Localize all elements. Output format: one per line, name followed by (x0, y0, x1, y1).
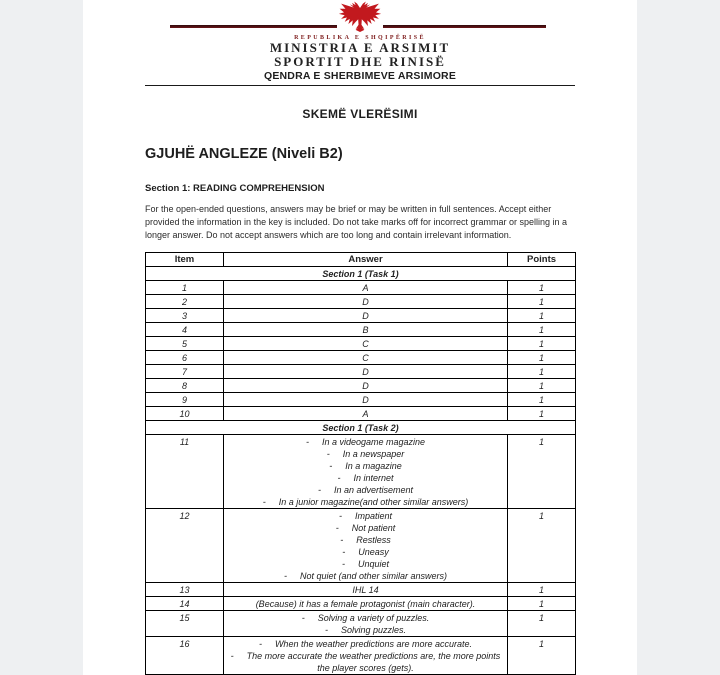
answer-line (226, 324, 505, 336)
points-value: 1 (508, 393, 576, 407)
answer-text: In a magazine (345, 460, 402, 471)
document-page (83, 0, 637, 675)
answer-line (226, 484, 505, 496)
answer-text: D (362, 380, 369, 391)
column-header-points: Points (508, 253, 576, 267)
item-number: 10 (146, 407, 224, 421)
item-number: 5 (146, 337, 224, 351)
bullet-dash: - (326, 448, 330, 459)
section-heading: Section 1: READING COMPREHENSION (145, 183, 325, 194)
answer-cell (224, 379, 508, 393)
answer-text: Not quiet (and other similar answers) (299, 570, 448, 581)
section-label: Section 1 (Task 2) (146, 421, 576, 435)
answer-line (226, 436, 505, 448)
bullet-dash: - (283, 570, 287, 581)
answer-cell (224, 295, 508, 309)
bullet-dash: - (305, 436, 309, 447)
answer-line (226, 408, 505, 420)
item-number: 11 (146, 435, 224, 509)
answer-cell (224, 365, 508, 379)
points-value: 1 (508, 583, 576, 597)
answer-cell (224, 583, 508, 597)
answer-line (226, 448, 505, 460)
answer-text: The more accurate the weather predictions are, the more points the player scores (gets). (246, 650, 501, 673)
answer-line (226, 472, 505, 484)
answer-line (226, 380, 505, 392)
answer-line (226, 534, 505, 546)
points-value: 1 (508, 435, 576, 509)
answer-line (226, 282, 505, 294)
table-row (146, 637, 576, 675)
column-header-item: Item (146, 253, 224, 267)
points-value: 1 (508, 323, 576, 337)
table-row (146, 393, 576, 407)
ministry-name-line1: MINISTRIA E ARSIMIT (269, 40, 451, 55)
answer-text: Solving a variety of puzzles. (317, 612, 430, 623)
item-number: 9 (146, 393, 224, 407)
albania-eagle-emblem (337, 0, 383, 32)
answer-cell (224, 393, 508, 407)
letterhead-divider (145, 85, 575, 86)
bullet-dash: - (324, 624, 328, 635)
answer-text: Uneasy (358, 546, 389, 557)
answer-line (226, 460, 505, 472)
points-value: 1 (508, 611, 576, 637)
points-value: 1 (508, 281, 576, 295)
answer-cell (224, 323, 508, 337)
bullet-dash: - (317, 484, 321, 495)
item-number: 8 (146, 379, 224, 393)
table-row (146, 323, 576, 337)
item-number: 2 (146, 295, 224, 309)
answer-text: In a junior magazine(and other similar answers) (278, 496, 469, 507)
bullet-dash: - (338, 510, 342, 521)
answer-key-table-body (146, 267, 576, 675)
answer-text: In an advertisement (333, 484, 414, 495)
item-number: 3 (146, 309, 224, 323)
table-row (146, 295, 576, 309)
answer-text: B (362, 324, 369, 335)
eagle-icon (337, 0, 383, 32)
bullet-dash: - (337, 472, 341, 483)
bullet-dash: - (230, 650, 234, 661)
answer-cell (224, 509, 508, 583)
points-value: 1 (508, 407, 576, 421)
answer-cell (224, 407, 508, 421)
answer-cell (224, 597, 508, 611)
answer-line (226, 584, 505, 596)
agency-name: QENDRA E SHERBIMEVE ARSIMORE (263, 70, 457, 82)
answer-cell (224, 351, 508, 365)
table-row (146, 509, 576, 583)
answer-line (226, 394, 505, 406)
answer-text: A (362, 408, 369, 419)
points-value: 1 (508, 309, 576, 323)
bullet-dash: - (341, 558, 345, 569)
answer-text: (Because) it has a female protagonist (main character). (255, 598, 476, 609)
answer-text: A (362, 282, 369, 293)
answer-line (226, 352, 505, 364)
subject-heading: GJUHË ANGLEZE (Niveli B2) (145, 146, 343, 162)
table-row (146, 597, 576, 611)
answer-line (226, 522, 505, 534)
answer-text: D (362, 310, 369, 321)
table-row (146, 365, 576, 379)
marking-instructions: For the open-ended questions, answers may be brief or may be written in full sentences. Accept either provided the information in the key is included. Do not take marks off for incorrect grammar or spelling in a longer answer. Do not accept answers which are too long and contain irrelevant information. (145, 204, 568, 240)
table-row (146, 281, 576, 295)
answer-line (226, 638, 505, 650)
answer-text: C (362, 352, 369, 363)
answer-cell (224, 611, 508, 637)
answer-line (226, 598, 505, 610)
table-row (146, 379, 576, 393)
answer-text: Restless (356, 534, 391, 545)
table-row (146, 309, 576, 323)
answer-text: In a videogame magazine (321, 436, 426, 447)
answer-text: Unquiet (357, 558, 390, 569)
answer-text: In a newspaper (342, 448, 405, 459)
bullet-dash: - (262, 496, 266, 507)
item-number: 16 (146, 637, 224, 675)
answer-text: D (362, 296, 369, 307)
table-row (146, 351, 576, 365)
answer-cell (224, 309, 508, 323)
answer-text: In internet (353, 472, 394, 483)
answer-text: D (362, 394, 369, 405)
points-value: 1 (508, 365, 576, 379)
answer-line (226, 570, 505, 582)
republic-of-albania-caption: REPUBLIKA E SHQIPËRISË (294, 35, 426, 41)
answer-line (226, 624, 505, 636)
answer-line (226, 546, 505, 558)
item-number: 4 (146, 323, 224, 337)
bullet-dash: - (301, 612, 305, 623)
item-number: 1 (146, 281, 224, 295)
bullet-dash: - (342, 546, 346, 557)
points-value: 1 (508, 637, 576, 675)
column-header-answer: Answer (224, 253, 508, 267)
table-row (146, 337, 576, 351)
item-number: 6 (146, 351, 224, 365)
answer-line (226, 310, 505, 322)
points-value: 1 (508, 597, 576, 611)
table-row (146, 611, 576, 637)
bullet-dash: - (335, 522, 339, 533)
answer-line (226, 496, 505, 508)
item-number: 13 (146, 583, 224, 597)
points-value: 1 (508, 337, 576, 351)
points-value: 1 (508, 509, 576, 583)
bullet-dash: - (329, 460, 333, 471)
table-row (146, 407, 576, 421)
answer-line (226, 510, 505, 522)
bullet-dash: - (340, 534, 344, 545)
answer-line (226, 338, 505, 350)
answer-cell (224, 637, 508, 675)
answer-line (226, 558, 505, 570)
points-value: 1 (508, 295, 576, 309)
answer-text: D (362, 366, 369, 377)
answer-text: IHL 14 (352, 584, 379, 595)
item-number: 14 (146, 597, 224, 611)
item-number: 7 (146, 365, 224, 379)
item-number: 15 (146, 611, 224, 637)
answer-cell (224, 281, 508, 295)
section-row (146, 267, 576, 281)
points-value: 1 (508, 351, 576, 365)
section-row (146, 421, 576, 435)
answer-line (226, 366, 505, 378)
letterhead (83, 0, 637, 86)
answer-line (226, 612, 505, 624)
bullet-dash: - (258, 638, 262, 649)
answer-line (226, 296, 505, 308)
answer-cell (224, 435, 508, 509)
document-title: SKEMË VLERËSIMI (302, 107, 418, 121)
table-row (146, 435, 576, 509)
answer-text: When the weather predictions are more accurate. (274, 638, 473, 649)
ministry-name-line2: SPORTIT DHE RINISË (274, 54, 446, 69)
answer-key-table-header (146, 253, 576, 267)
answer-cell (224, 337, 508, 351)
item-number: 12 (146, 509, 224, 583)
answer-text: Solving puzzles. (340, 624, 407, 635)
answer-key-table (145, 252, 576, 675)
answer-line (226, 650, 505, 674)
section-label: Section 1 (Task 1) (146, 267, 576, 281)
answer-text: C (362, 338, 369, 349)
table-row (146, 583, 576, 597)
answer-text: Impatient (354, 510, 393, 521)
points-value: 1 (508, 379, 576, 393)
answer-text: Not patient (351, 522, 396, 533)
